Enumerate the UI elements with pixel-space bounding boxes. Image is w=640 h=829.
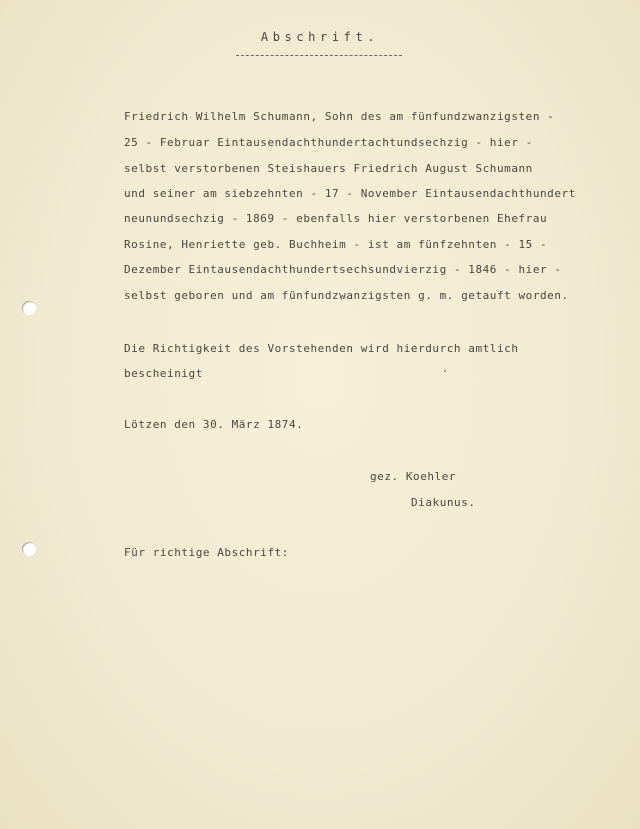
body-line: 25 - Februar Eintausendachthundertachtundsechzig - hier - bbox=[124, 136, 533, 149]
body-line: Rosine, Henriette geb. Buchheim - ist am fünfzehnten - 15 - bbox=[124, 238, 548, 251]
signature-title: Diakunus. bbox=[411, 496, 476, 509]
body-line: neunundsechzig - 1869 - ebenfalls hier verstorbenen Ehefrau bbox=[124, 212, 548, 225]
signature-name: gez. Koehler bbox=[370, 470, 457, 483]
body-line: Dezember Eintausendachthundertsechsundvierzig - 1846 - hier - bbox=[124, 263, 562, 276]
certification-line: Die Richtigkeit des Vorstehenden wird hierdurch amtlich bbox=[124, 342, 519, 355]
punch-hole bbox=[22, 301, 36, 315]
footer-note: Für richtige Abschrift: bbox=[124, 546, 289, 559]
punch-hole bbox=[22, 542, 36, 556]
title-underline bbox=[236, 55, 402, 56]
body-line: selbst verstorbenen Steishauers Friedrich August Schumann bbox=[124, 162, 533, 175]
certification-line: bescheinigt bbox=[124, 367, 203, 380]
place-date: Lötzen den 30. März 1874. bbox=[124, 418, 304, 431]
body-line: und seiner am siebzehnten - 17 - November Eintausendachthundert bbox=[124, 187, 576, 200]
body-line: selbst geboren und am fünfundzwanzigsten g. m. getauft worden. bbox=[124, 289, 569, 302]
body-line: Friedrich Wilhelm Schumann, Sohn des am fünfundzwanzigsten - bbox=[124, 110, 555, 123]
document-title: Abschrift. bbox=[260, 30, 380, 44]
paper-speck bbox=[444, 370, 446, 372]
